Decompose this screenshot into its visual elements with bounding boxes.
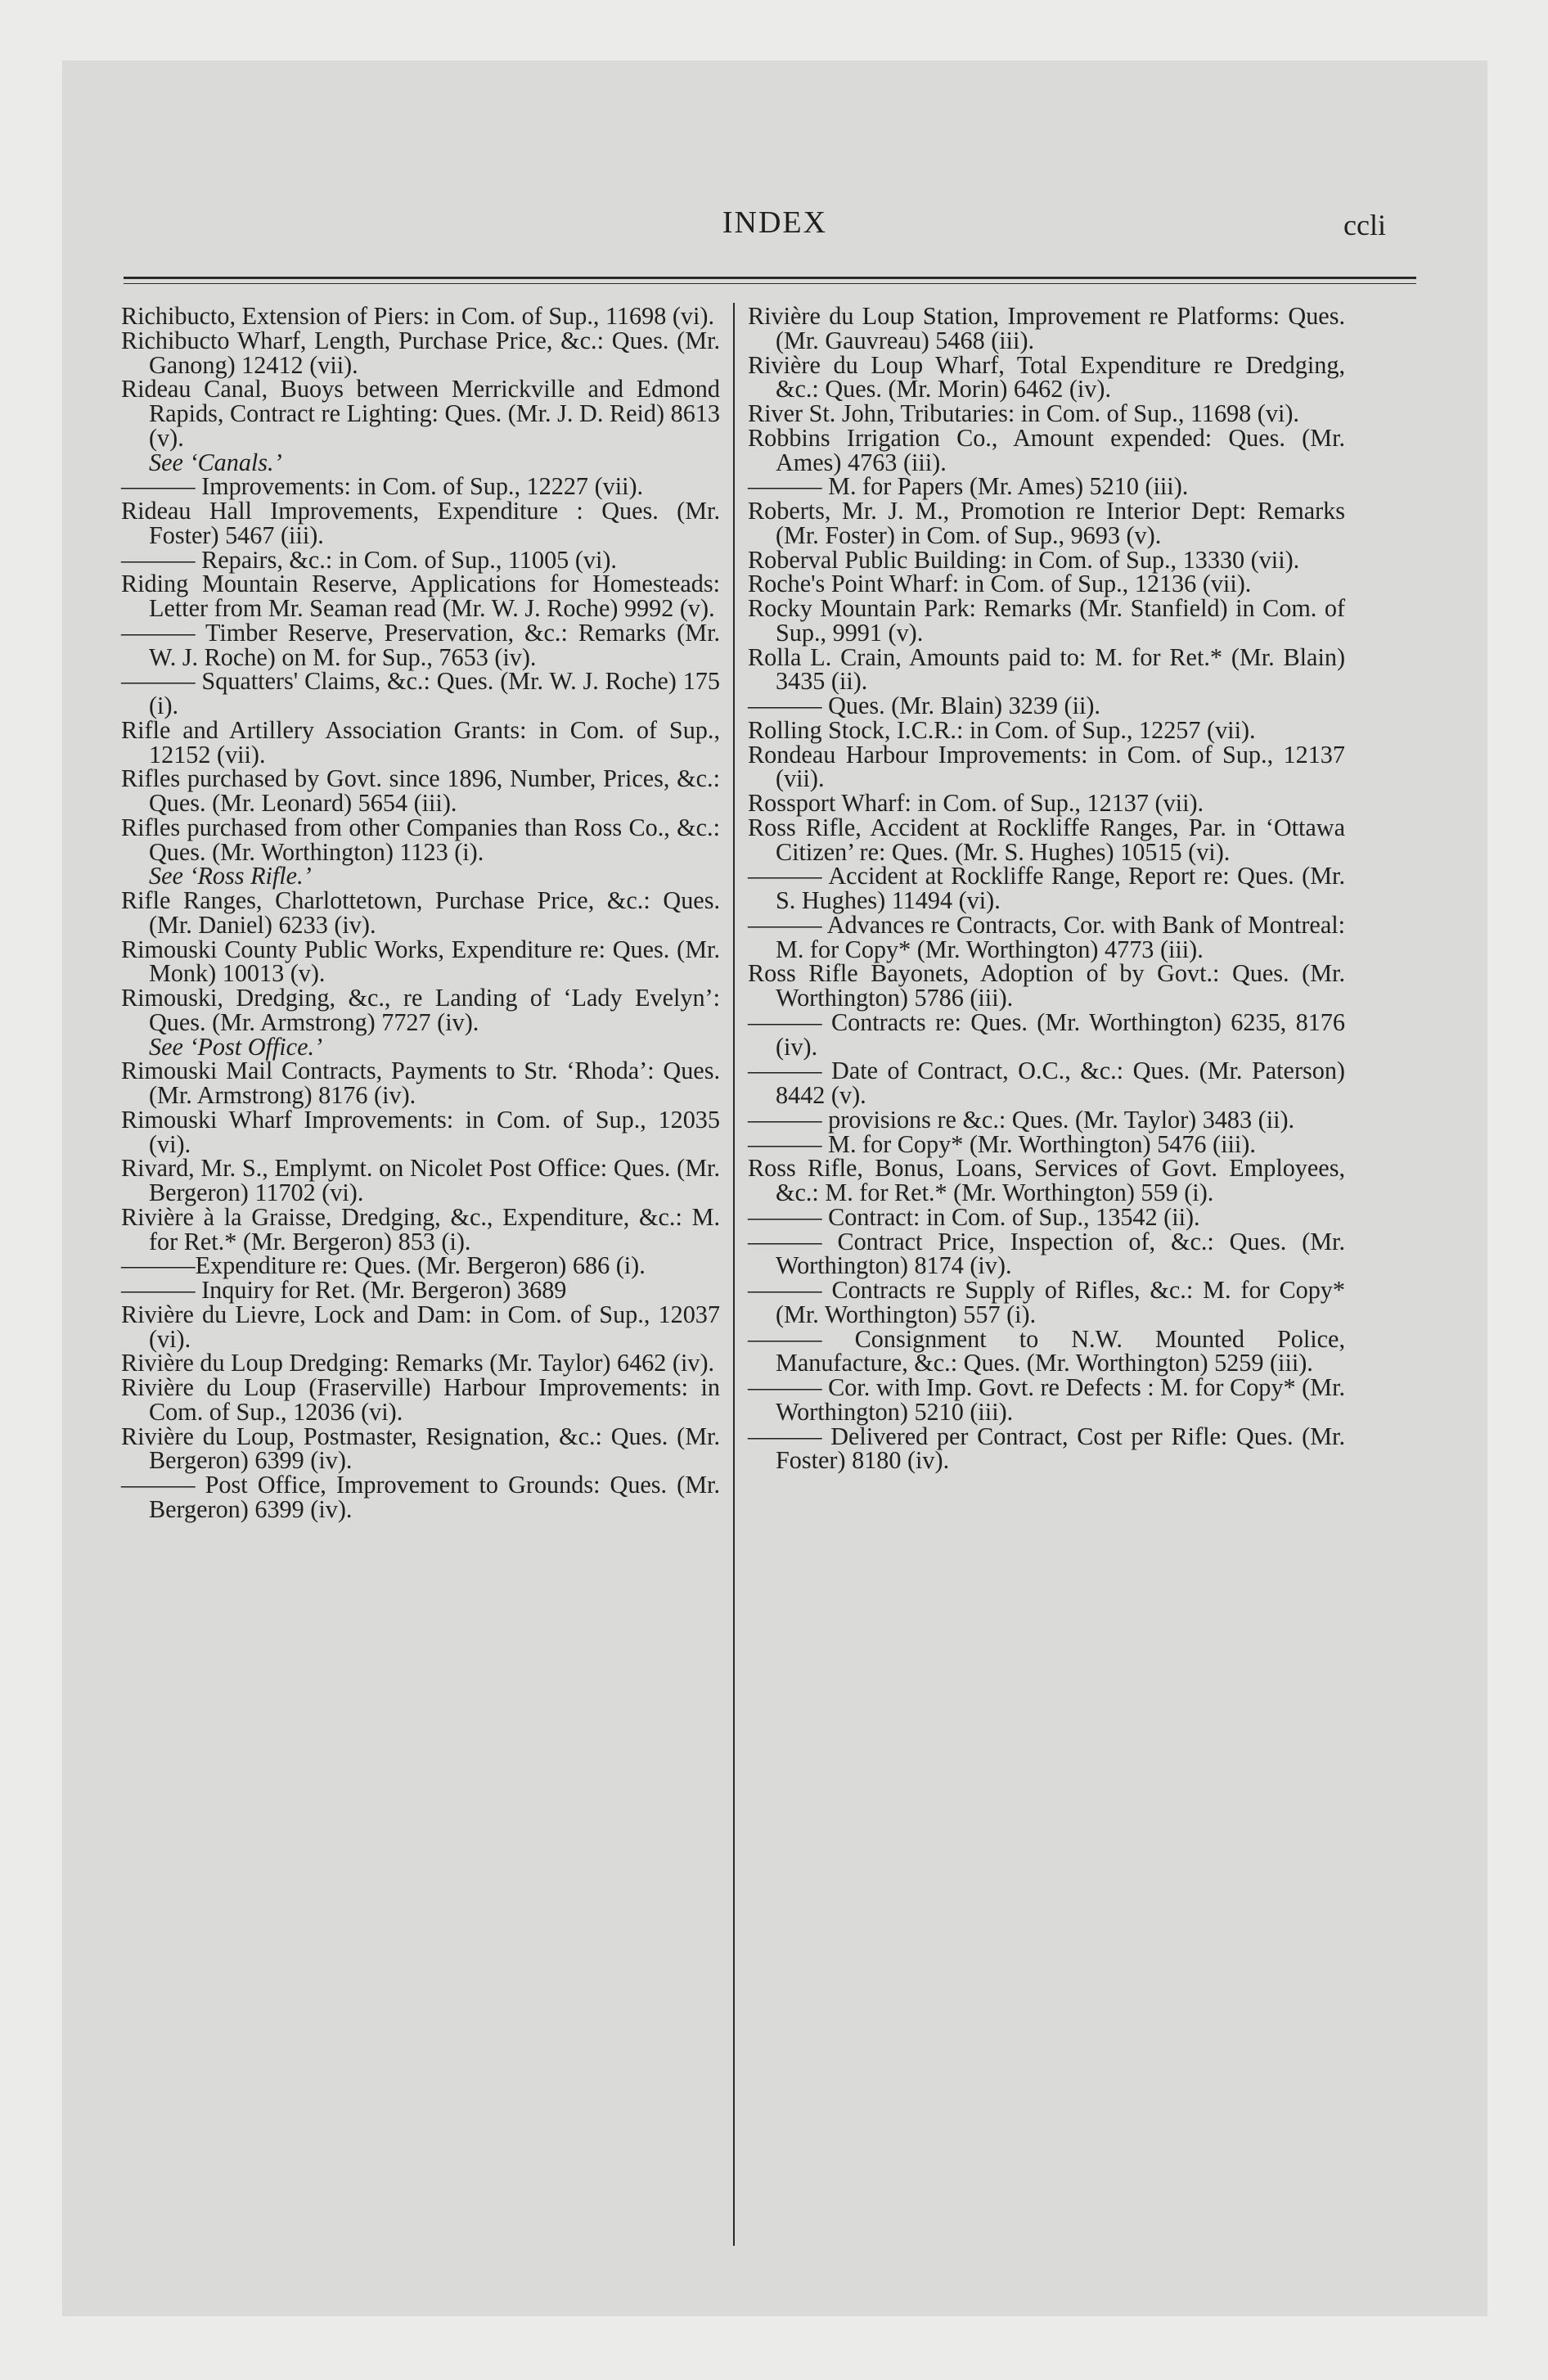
index-entry: Rossport Wharf: in Com. of Sup., 12137 (vii). [748,789,1204,817]
index-entry: Rimouski Wharf Improvements: in Com. of Sup., 12035 (vi). [121,1105,720,1158]
index-entry: Rideau Hall Improvements, Expenditure : Ques. (Mr. Foster) 5467 (iii). [121,497,720,549]
index-entry: Rifle Ranges, Charlottetown, Purchase Price, &c.: Ques. (Mr. Daniel) 6233 (iv). [121,886,720,939]
index-entry: Rivard, Mr. S., Emplymt. on Nicolet Post Office: Ques. (Mr. Bergeron) 11702 (vi). [121,1154,720,1206]
index-entry: Ross Rifle Bayonets, Adoption of by Govt.: Ques. (Mr. Worthington) 5786 (iii). [748,959,1345,1012]
index-entry: Rimouski County Public Works, Expenditure re: Ques. (Mr. Monk) 10013 (v). [121,935,720,988]
index-entry: Roberval Public Building: in Com. of Sup., 13330 (vii). [748,545,1300,574]
index-entry: Rondeau Harbour Improvements: in Com. of Sup., 12137 (vii). [748,740,1345,793]
index-entry: Robbins Irrigation Co., Amount expended: Ques. (Mr. Ames) 4763 (iii). [748,423,1345,476]
index-entry: Rimouski, Dredging, &c., re Landing of ‘Lady Evelyn’: Ques. (Mr. Armstrong) 7727 (iv). [121,984,720,1036]
index-entry: Rivière du Loup Dredging: Remarks (Mr. Taylor) 6462 (iv). [121,1349,715,1377]
header-rule-thick [124,277,1416,279]
right-column [748,304,1345,1473]
see-reference: See ‘Canals.’ [149,448,282,476]
index-entry: ——— Date of Contract, O.C., &c.: Ques. (Mr. Paterson) 8442 (v). [748,1057,1345,1109]
index-entry: ——— Timber Reserve, Preservation, &c.: Remarks (Mr. W. J. Roche) on M. for Sup., 7653 (iv). [121,618,720,671]
index-entry: Rivière à la Graisse, Dredging, &c., Expenditure, &c.: M. for Ret.* (Mr. Bergeron) 853 (i). [121,1202,720,1255]
index-entry: Richibucto, Extension of Piers: in Com. of Sup., 11698 (vi). [121,302,715,330]
index-entry: Rivière du Loup (Fraserville) Harbour Improvements: in Com. of Sup., 12036 (vi). [121,1373,720,1426]
index-entry: Rivière du Loup Wharf, Total Expenditure re Dredging, &c.: Ques. (Mr. Morin) 6462 (iv). [748,350,1345,403]
index-entry: ——— Advances re Contracts, Cor. with Bank of Montreal: M. for Copy* (Mr. Worthington) 4773 (iii). [748,910,1345,963]
index-entry: ——— Contract Price, Inspection of, &c.: Ques. (Mr. Worthington) 8174 (iv). [748,1227,1345,1280]
index-entry: ——— Contracts re: Ques. (Mr. Worthington) 6235, 8176 (iv). [748,1007,1345,1061]
index-entry: River St. John, Tributaries: in Com. of Sup., 11698 (vi). [748,399,1299,427]
index-entry: ——— Contract: in Com. of Sup., 13542 (ii). [748,1202,1200,1231]
see-reference: See ‘Post Office.’ [149,1032,323,1061]
index-entry: ——— provisions re &c.: Ques. (Mr. Taylor) 3483 (ii). [748,1105,1295,1134]
index-entry: Rivière du Lievre, Lock and Dam: in Com. of Sup., 12037 (vi). [121,1300,720,1353]
index-page [62,61,1487,2316]
header-rule-thin [124,283,1416,284]
index-entry: Roche's Point Wharf: in Com. of Sup., 12136 (vii). [748,570,1252,598]
index-entry: Riding Mountain Reserve, Applications for Homesteads: Letter from Mr. Seaman read (Mr. W. J. Roche) 9992 (v). [121,570,720,622]
page-number: ccli [1343,209,1386,241]
index-entry: Rolling Stock, I.C.R.: in Com. of Sup., 12257 (vii). [748,715,1256,744]
index-entry: Rifles purchased by Govt. since 1896, Number, Prices, &c.: Ques. (Mr. Leonard) 5654 (iii). [121,764,720,817]
index-entry: Rivière du Loup, Postmaster, Resignation, &c.: Ques. (Mr. Bergeron) 6399 (iv). [121,1422,720,1475]
index-entry: Rivière du Loup Station, Improvement re Platforms: Ques. (Mr. Gauvreau) 5468 (iii). [748,302,1345,354]
index-entry: ——— Improvements: in Com. of Sup., 12227 (vii). [121,472,644,501]
index-entry: ——— Cor. with Imp. Govt. re Defects : M. for Copy* (Mr. Worthington) 5210 (iii). [748,1373,1345,1426]
page-title: INDEX [722,205,828,240]
index-entry: ——— Accident at Rockliffe Range, Report re: Ques. (Mr. S. Hughes) 11494 (vi). [748,862,1345,914]
index-entry: ——— Post Office, Improvement to Grounds: Ques. (Mr. Bergeron) 6399 (iv). [121,1471,720,1523]
index-entry: Richibucto Wharf, Length, Purchase Price, &c.: Ques. (Mr. Ganong) 12412 (vii). [121,326,720,379]
see-reference: See ‘Ross Rifle.’ [149,862,312,890]
index-entry: Rolla L. Crain, Amounts paid to: M. for Ret.* (Mr. Blain) 3435 (ii). [748,642,1345,696]
index-entry: ——— Squatters' Claims, &c.: Ques. (Mr. W. J. Roche) 175 (i). [121,667,720,719]
index-entry: ——— M. for Papers (Mr. Ames) 5210 (iii). [748,472,1189,501]
index-entry: ———Expenditure re: Ques. (Mr. Bergeron) 686 (i). [121,1251,646,1280]
index-entry: ——— Ques. (Mr. Blain) 3239 (ii). [748,692,1100,719]
left-column [121,304,720,1522]
index-entry: Rocky Mountain Park: Remarks (Mr. Stanfield) in Com. of Sup., 9991 (v). [748,594,1345,647]
index-entry: Ross Rifle, Accident at Rockliffe Ranges, Par. in ‘Ottawa Citizen’ re: Ques. (Mr. S. Hughes) 10515 (vi). [748,813,1345,866]
index-entry: Rideau Canal, Buoys between Merrickville and Edmond Rapids, Contract re Lighting: Ques. (Mr. J. D. Reid) 8613 (v). [121,375,720,452]
index-entry: Rifle and Artillery Association Grants: in Com. of Sup., 12152 (vii). [121,715,720,769]
index-entry: Ross Rifle, Bonus, Loans, Services of Govt. Employees, &c.: M. for Ret.* (Mr. Worthington) 559 (i). [748,1154,1345,1206]
index-entry: ——— Delivered per Contract, Cost per Rifle: Ques. (Mr. Foster) 8180 (iv). [748,1422,1345,1475]
index-entry: ——— Repairs, &c.: in Com. of Sup., 11005 (vi). [121,545,617,574]
column-divider [733,303,735,2246]
index-entry: Rimouski Mail Contracts, Payments to Str. ‘Rhoda’: Ques. (Mr. Armstrong) 8176 (iv). [121,1057,720,1109]
index-entry: ——— Contracts re Supply of Rifles, &c.: M. for Copy* (Mr. Worthington) 557 (i). [748,1276,1345,1328]
index-entry: Rifles purchased from other Companies than Ross Co., &c.: Ques. (Mr. Worthington) 1123 (i). [121,813,720,866]
index-entry: ——— Inquiry for Ret. (Mr. Bergeron) 3689 [121,1276,567,1304]
index-entry: Roberts, Mr. J. M., Promotion re Interior Dept: Remarks (Mr. Foster) in Com. of Sup., 9693 (v). [748,497,1345,549]
index-entry: ——— Consignment to N.W. Mounted Police, Manufacture, &c.: Ques. (Mr. Worthington) 5259 (iii). [748,1324,1345,1377]
index-entry: ——— M. for Copy* (Mr. Worthington) 5476 (iii). [748,1129,1256,1158]
